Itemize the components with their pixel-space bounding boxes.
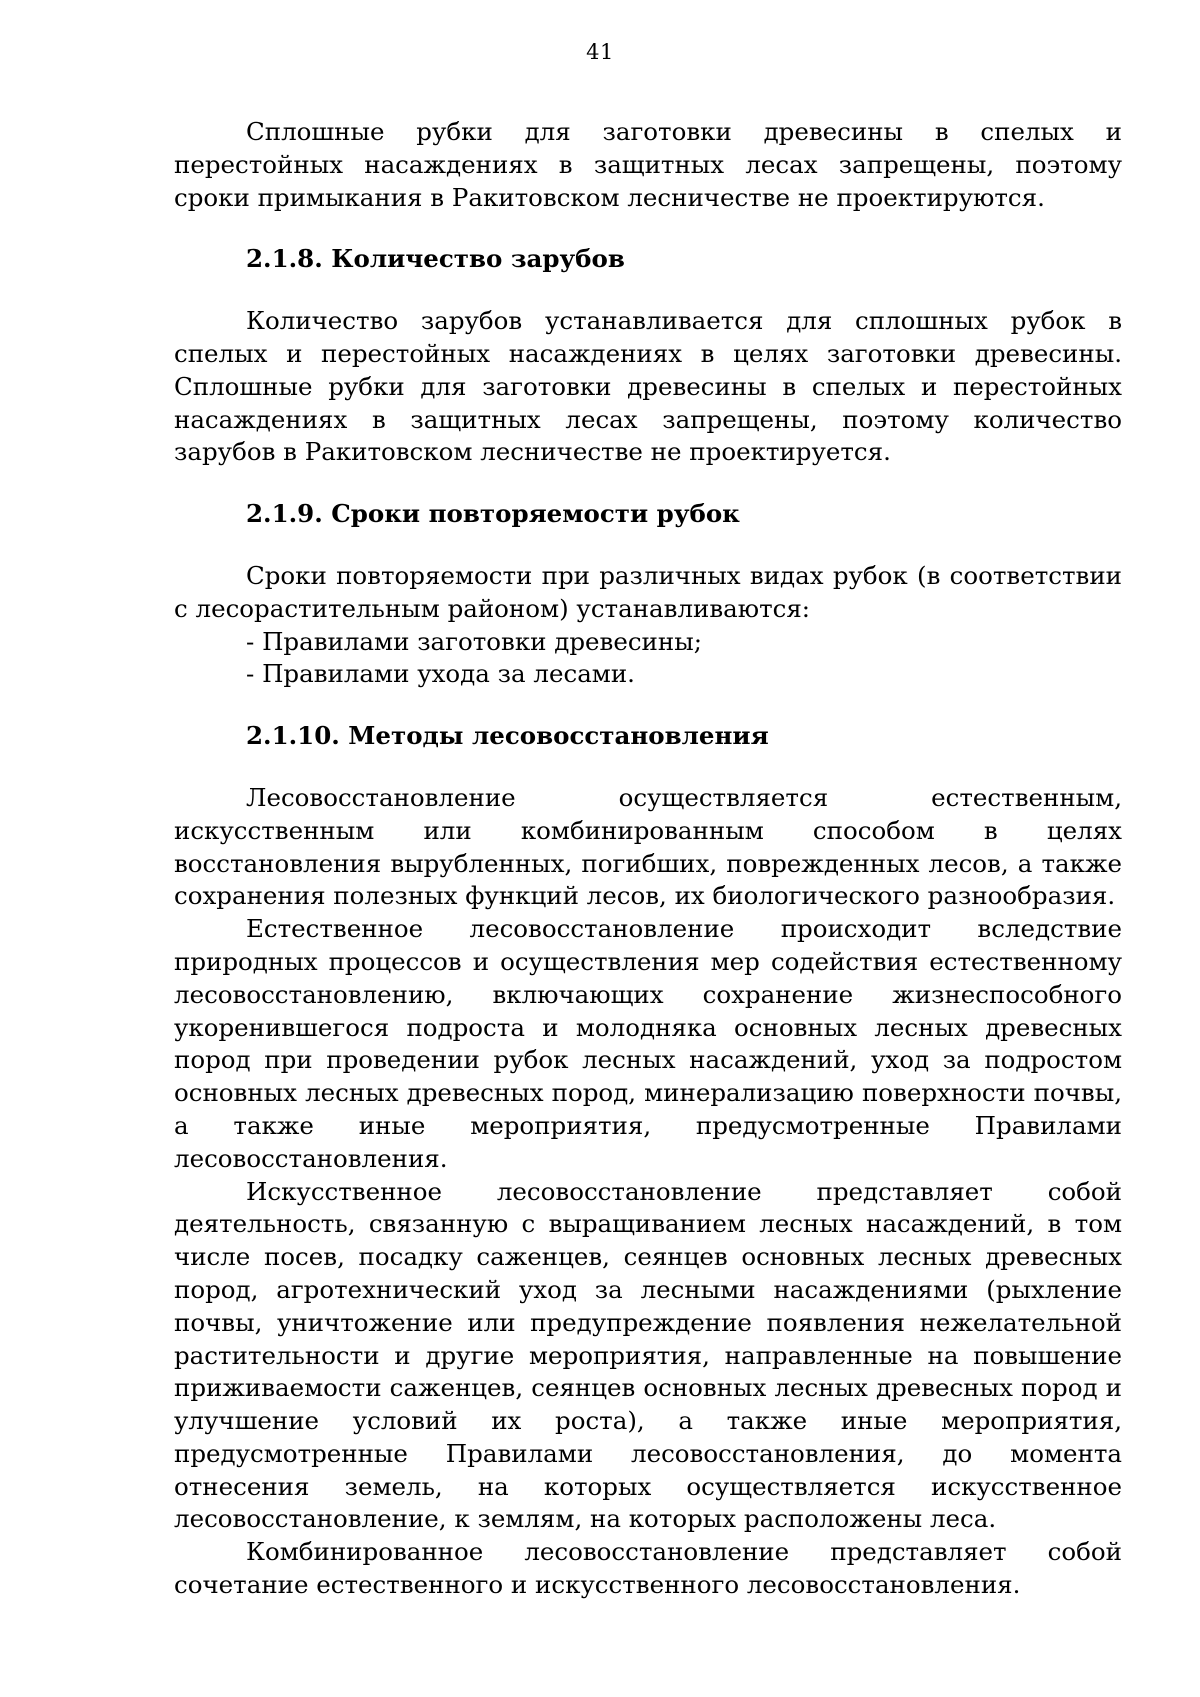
paragraph-intro: Сплошные рубки для заготовки древесины в спелых и перестойных насаждениях в защитных лесах запрещены, поэтому сроки примыкания в Ракитовском лесничестве не проектируются. bbox=[174, 117, 1122, 212]
paragraph-reforestation-methods: Лесовосстановление осуществляется естественным, искусственным или комбинированным способом в целях восстановления вырубленных, погибших, поврежденных лесов, а также сохранения полезных функций лесов, их биологического разнообразия. bbox=[174, 782, 1122, 911]
section-heading-2-1-10: 2.1.10. Методы лесовосстановления bbox=[246, 721, 769, 751]
list-item-logging-rules: - Правилами заготовки древесины; bbox=[246, 626, 702, 656]
document-body bbox=[174, 116, 1122, 1602]
section-heading-2-1-9: 2.1.9. Сроки повторяемости рубок bbox=[246, 499, 740, 529]
page-number: 41 bbox=[586, 40, 614, 64]
paragraph-2-1-9: Сроки повторяемости при различных видах рубок (в соответствии с лесорастительным районом) устанавливаются: bbox=[174, 560, 1122, 623]
list-item-forest-care-rules: - Правилами ухода за лесами. bbox=[246, 659, 635, 689]
section-heading-2-1-8: 2.1.8. Количество зарубов bbox=[246, 244, 625, 274]
paragraph-natural-reforestation: Естественное лесовосстановление происходит вследствие природных процессов и осуществления мер содействия естественному лесовосстановлению, включающих сохранение жизнеспособного укоренившегося подроста и молодняка основных лесных древесных пород при проведении рубок лесных насаждений, уход за подростом основных лесных древесных пород, минерализацию поверхности почвы, а также иные мероприятия, предусмотренные Правилами лесовосстановления. bbox=[174, 914, 1122, 1173]
paragraph-artificial-reforestation: Искусственное лесовосстановление представляет собой деятельность, связанную с выращиванием лесных насаждений, в том числе посев, посадку саженцев, сеянцев основных лесных древесных пород, агротехнический уход за лесными насаждениями (рыхление почвы, уничтожение или предупреждение появления нежелательной растительности и другие мероприятия, направленные на повышение приживаемости саженцев, сеянцев основных лесных древесных пород и улучшение условий их роста), а также иные мероприятия, предусмотренные Правилами лесовосстановления, до момента отнесения земель, на которых осуществляется искусственное лесовосстановление, к землям, на которых расположены леса. bbox=[174, 1176, 1122, 1534]
paragraph-combined-reforestation: Комбинированное лесовосстановление представляет собой сочетание естественного и искусственного лесовосстановления. bbox=[174, 1537, 1122, 1600]
paragraph-2-1-8: Количество зарубов устанавливается для сплошных рубок в спелых и перестойных насаждениях в целях заготовки древесины. Сплошные рубки для заготовки древесины в спелых и перестойных насаждениях в защитных лесах запрещены, поэтому количество зарубов в Ракитовском лесничестве не проектируется. bbox=[174, 306, 1122, 467]
